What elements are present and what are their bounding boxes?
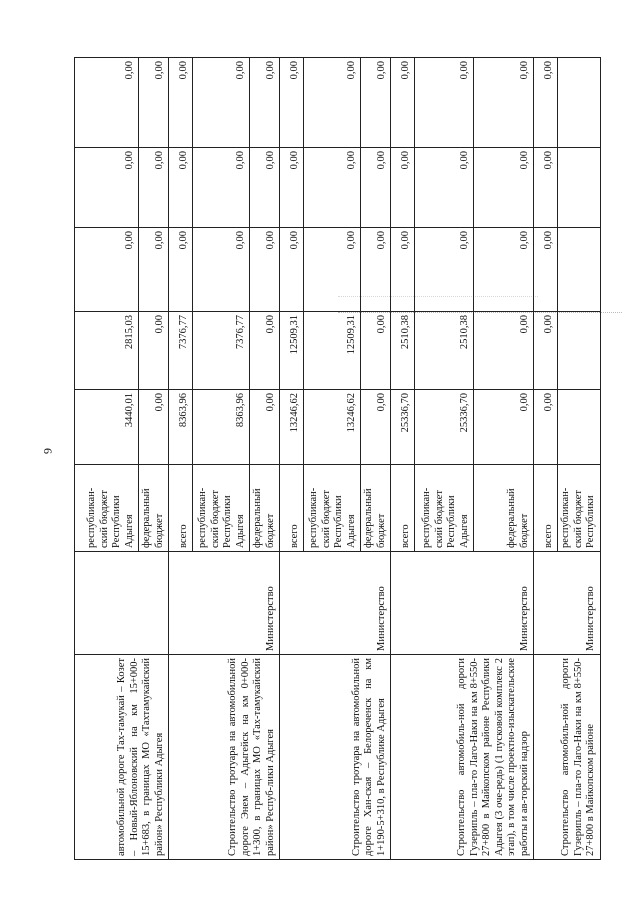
funding-source-cell: республикан-ский бюджет Республики Адыгея xyxy=(193,465,250,552)
executor-cell: Министерство xyxy=(534,552,601,655)
event-name-cell: Строительство автомобиль-ной дороги Гузерипль – пла-то Лаго-Наки на км 8+550-27+800 в Майкопском районе Республики Адыгея (3 оче-редь) (1 пусковой комплекс 2 этап), в том числе проектно-изыскательские работы и ав-торский надзор xyxy=(391,655,534,860)
amount-cell: 0,00 xyxy=(75,228,139,312)
amount-cell: 0,00 xyxy=(474,228,534,312)
funding-source-cell: всего xyxy=(534,465,558,552)
budget-table-body xyxy=(75,58,601,860)
amount-cell xyxy=(558,312,601,390)
amount-cell: 0,00 xyxy=(534,228,558,312)
funding-source-cell: федеральный бюджет xyxy=(474,465,534,552)
amount-cell: 0,00 xyxy=(304,228,361,312)
amount-cell: 0,00 xyxy=(169,58,193,148)
funding-source-cell: федеральный бюджет xyxy=(139,465,169,552)
budget-table-wrapper xyxy=(74,58,596,860)
amount-cell: 0,00 xyxy=(474,390,534,465)
table-row xyxy=(280,58,304,860)
amount-cell: 0,00 xyxy=(361,390,391,465)
amount-cell: 0,00 xyxy=(474,58,534,148)
budget-table xyxy=(74,57,601,860)
amount-cell: 2510,38 xyxy=(415,312,474,390)
amount-cell: 0,00 xyxy=(280,148,304,228)
amount-cell: 0,00 xyxy=(250,228,280,312)
funding-source-cell: всего xyxy=(280,465,304,552)
amount-cell: 2510,38 xyxy=(391,312,415,390)
table-row xyxy=(169,58,193,860)
amount-cell: 0,00 xyxy=(139,228,169,312)
amount-cell xyxy=(558,148,601,228)
amount-cell: 0,00 xyxy=(534,312,558,390)
amount-cell: 0,00 xyxy=(361,312,391,390)
amount-cell: 0,00 xyxy=(304,58,361,148)
amount-cell: 0,00 xyxy=(250,390,280,465)
amount-cell: 0,00 xyxy=(474,312,534,390)
amount-cell: 0,00 xyxy=(391,58,415,148)
funding-source-cell: всего xyxy=(391,465,415,552)
amount-cell: 0,00 xyxy=(139,148,169,228)
amount-cell: 0,00 xyxy=(250,58,280,148)
table-row xyxy=(75,58,139,860)
amount-cell: 7376,77 xyxy=(169,312,193,390)
amount-cell: 8363,96 xyxy=(193,390,250,465)
amount-cell: 0,00 xyxy=(139,312,169,390)
amount-cell: 0,00 xyxy=(415,58,474,148)
amount-cell: 0,00 xyxy=(280,228,304,312)
amount-cell: 0,00 xyxy=(534,148,558,228)
amount-cell: 0,00 xyxy=(391,148,415,228)
amount-cell: 0,00 xyxy=(169,228,193,312)
amount-cell: 0,00 xyxy=(534,390,558,465)
amount-cell: 0,00 xyxy=(250,312,280,390)
amount-cell: 12509,31 xyxy=(304,312,361,390)
amount-cell: 0,00 xyxy=(304,148,361,228)
amount-cell: 0,00 xyxy=(474,148,534,228)
funding-source-cell: федеральный бюджет xyxy=(361,465,391,552)
funding-source-cell: всего xyxy=(169,465,193,552)
event-name-cell: Строительство автомобиль-ной дороги Гузерипль – пла-то Лаго-Наки на км 8+550-27+800 в Майкопском районе xyxy=(534,655,601,860)
amount-cell: 7376,77 xyxy=(193,312,250,390)
amount-cell: 13246,62 xyxy=(304,390,361,465)
amount-cell: 0,00 xyxy=(169,148,193,228)
amount-cell: 0,00 xyxy=(415,148,474,228)
amount-cell: 0,00 xyxy=(250,148,280,228)
amount-cell xyxy=(558,58,601,148)
page-number: 6 xyxy=(41,448,55,454)
executor-cell: Министерство xyxy=(280,552,391,655)
amount-cell: 0,00 xyxy=(280,58,304,148)
funding-source-cell: республикан-ский бюджет Республики Адыгея xyxy=(75,465,139,552)
amount-cell: 0,00 xyxy=(139,58,169,148)
funding-source-cell: республикан-ский бюджет Республики Адыгея xyxy=(415,465,474,552)
amount-cell: 8363,96 xyxy=(169,390,193,465)
amount-cell xyxy=(558,228,601,312)
funding-source-cell: республикан-ский бюджет Республики Адыгея xyxy=(304,465,361,552)
event-name-cell: автомобильной дороге Тах-тамукай – Козет – Новый-Яблоновский на км 15+000-15+683, в границах МО «Тахтамукайский район» Республики Адыгея xyxy=(75,655,169,860)
amount-cell: 0,00 xyxy=(391,228,415,312)
amount-cell: 0,00 xyxy=(193,58,250,148)
funding-source-cell: федеральный бюджет xyxy=(250,465,280,552)
executor-cell: Министерство xyxy=(169,552,280,655)
amount-cell: 0,00 xyxy=(139,390,169,465)
table-row xyxy=(391,58,415,860)
executor-cell xyxy=(75,552,169,655)
amount-cell: 0,00 xyxy=(193,148,250,228)
amount-cell: 3440,01 xyxy=(75,390,139,465)
amount-cell: 25336,70 xyxy=(415,390,474,465)
amount-cell: 25336,70 xyxy=(391,390,415,465)
amount-cell: 13246,62 xyxy=(280,390,304,465)
amount-cell: 0,00 xyxy=(361,228,391,312)
amount-cell: 0,00 xyxy=(534,58,558,148)
amount-cell: 0,00 xyxy=(193,228,250,312)
amount-cell: 12509,31 xyxy=(280,312,304,390)
table-row xyxy=(534,58,558,860)
executor-cell: Министерство xyxy=(391,552,534,655)
amount-cell: 0,00 xyxy=(75,148,139,228)
amount-cell: 0,00 xyxy=(75,58,139,148)
funding-source-cell: республикан-ский бюджет Республики xyxy=(558,465,601,552)
amount-cell: 0,00 xyxy=(361,148,391,228)
event-name-cell: Строительство тротуара на автомобильной дороге Хан-ская – Белореченск на км 1+190-5+310, в Республике Адыгея xyxy=(280,655,391,860)
event-name-cell: Строительство тротуара на автомобильной дороге Энем – Адыгейск на км 0+000-1+300, в границах МО «Тах-тамукайский район» Респуб-лики Адыгея xyxy=(169,655,280,860)
amount-cell: 0,00 xyxy=(415,228,474,312)
amount-cell: 0,00 xyxy=(361,58,391,148)
amount-cell: 2815,03 xyxy=(75,312,139,390)
amount-cell xyxy=(558,390,601,465)
